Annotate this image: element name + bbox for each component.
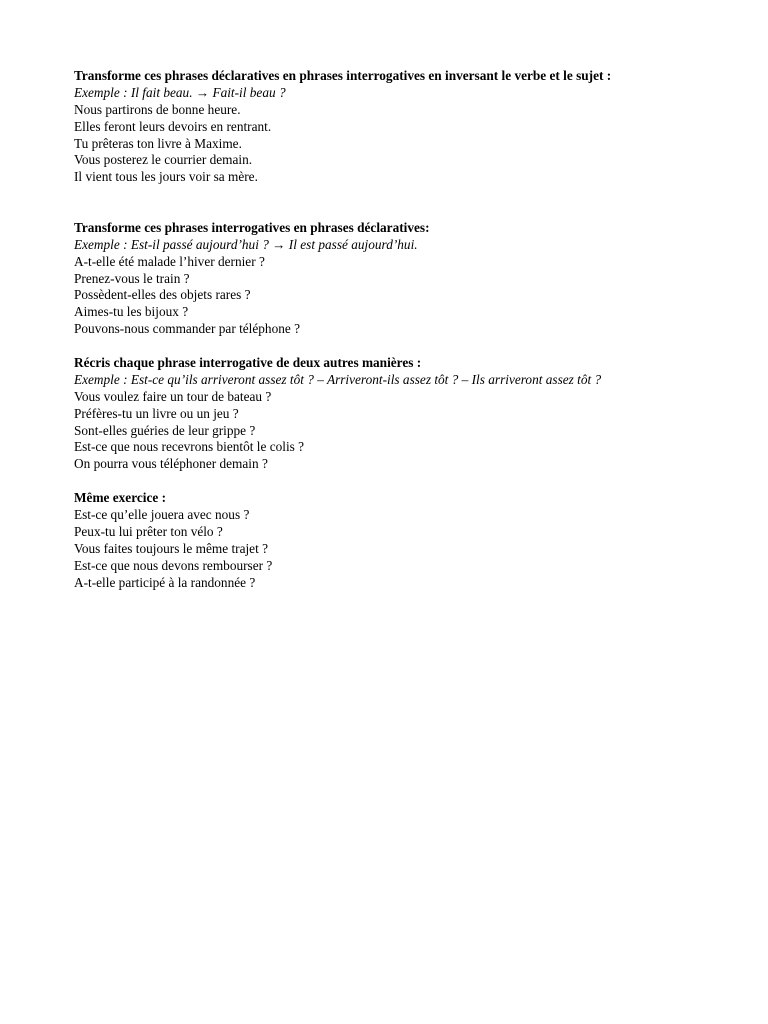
exercise-1-example: Exemple : Il fait beau. → Fait-il beau ?	[74, 84, 286, 100]
sentence: Elles feront leurs devoirs en rentrant.	[74, 118, 272, 134]
sentence: Sont-elles guéries de leur grippe ?	[74, 422, 256, 438]
worksheet-page	[74, 68, 744, 591]
sentence: Est-ce que nous devons rembourser ?	[74, 557, 273, 573]
exercise-2-example: Exemple : Est-il passé aujourd’hui ? → Il est passé aujourd’hui.	[74, 236, 418, 252]
exercise-3	[74, 355, 744, 473]
exercise-2	[74, 220, 744, 338]
exercise-3-example: Exemple : Est-ce qu’ils arriveront assez tôt ? – Arriveront-ils assez tôt ? – Ils arriveront assez tôt ?	[74, 371, 602, 387]
sentence: Possèdent-elles des objets rares ?	[74, 287, 251, 303]
sentence: Nous partirons de bonne heure.	[74, 101, 241, 117]
exercise-1	[74, 68, 744, 186]
exercise-4	[74, 490, 744, 591]
sentence: Tu prêteras ton livre à Maxime.	[74, 135, 242, 151]
exercise-4-heading: Même exercice :	[74, 490, 167, 506]
exercise-2-heading: Transforme ces phrases interrogatives en phrases déclaratives:	[74, 219, 430, 235]
exercise-3-sentences	[74, 389, 744, 473]
sentence: Est-ce que nous recevrons bientôt le colis ?	[74, 439, 305, 455]
sentence: Pouvons-nous commander par téléphone ?	[74, 321, 300, 337]
sentence: A-t-elle participé à la randonnée ?	[74, 574, 256, 590]
sentence: Est-ce qu’elle jouera avec nous ?	[74, 506, 250, 522]
sentence: A-t-elle été malade l’hiver dernier ?	[74, 253, 265, 269]
sentence: Prenez-vous le train ?	[74, 270, 190, 286]
sentence: Il vient tous les jours voir sa mère.	[74, 169, 258, 185]
exercise-3-heading: Récris chaque phrase interrogative de deux autres manières :	[74, 354, 422, 370]
sentence: On pourra vous téléphoner demain ?	[74, 456, 268, 472]
sentence: Vous voulez faire un tour de bateau ?	[74, 388, 272, 404]
exercise-4-sentences	[74, 507, 744, 591]
sentence: Vous posterez le courrier demain.	[74, 152, 253, 168]
sentence: Aimes-tu les bijoux ?	[74, 304, 189, 320]
sentence: Peux-tu lui prêter ton vélo ?	[74, 523, 223, 539]
exercise-1-sentences	[74, 102, 744, 186]
exercise-2-sentences	[74, 254, 744, 338]
exercise-1-heading: Transforme ces phrases déclaratives en phrases interrogatives en inversant le verbe et le sujet :	[74, 68, 612, 83]
sentence: Vous faites toujours le même trajet ?	[74, 540, 268, 556]
sentence: Préfères-tu un livre ou un jeu ?	[74, 405, 239, 421]
